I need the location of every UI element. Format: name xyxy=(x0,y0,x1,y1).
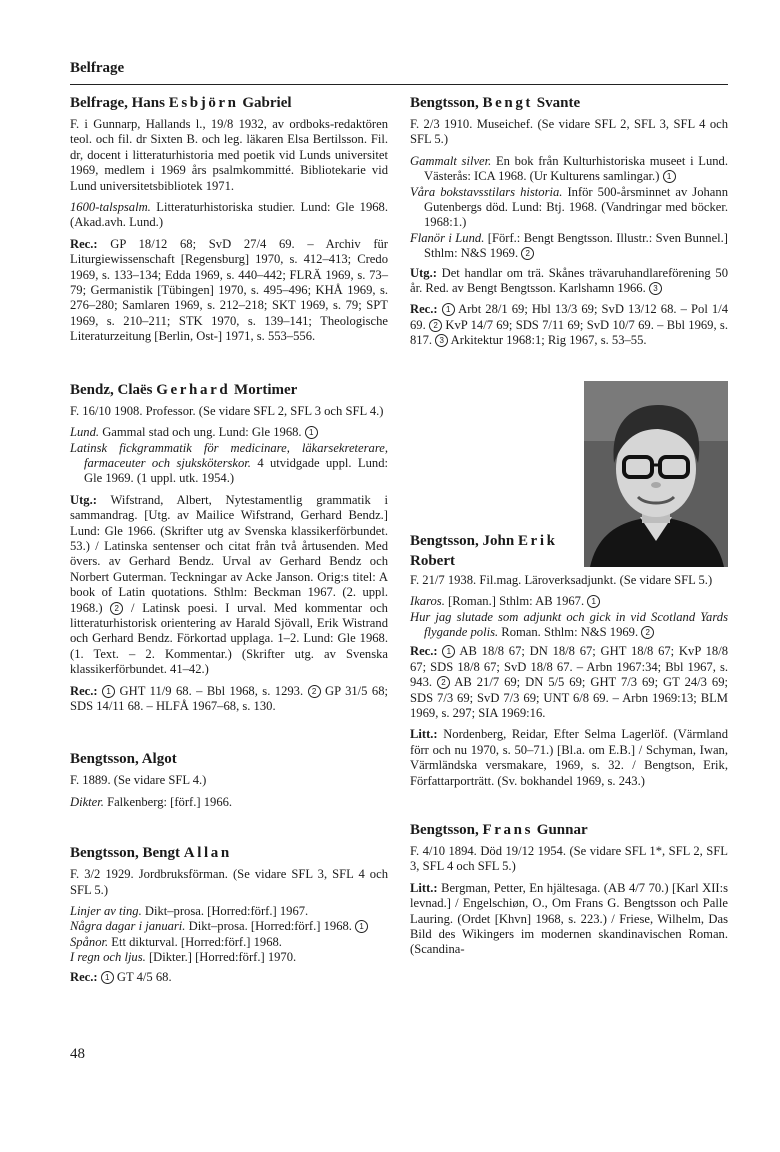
entry-bio: F. 3/2 1929. Jordbruksförman. (Se vidare SFL 3, SFL 4 och SFL 5.) xyxy=(70,867,388,897)
edition-mark: 1 xyxy=(101,971,114,984)
work-item: Spånor. Ett dikturval. [Horred:förf.] 1968. xyxy=(70,934,282,949)
work-item: Latinsk fickgrammatik för medicinare, läkarsekreterare, farmaceuter och sjuksköterskor. 4 utvidgade uppl. Lund: Gle 1969. (1 uppl. utk. 1954.) xyxy=(70,440,388,486)
work-item: Gammalt silver. En bok från Kulturhistoriska museet i Lund. Västerås: ICA 1968. (Ur Kulturens samlingar.) 1 xyxy=(410,153,728,184)
edition-mark: 1 xyxy=(442,303,455,316)
review-list: Rec.: 1 Arbt 28/1 69; Hbl 13/3 69; SvD 13/12 68. – Pol 1/4 69. 2 KvP 14/7 69; SDS 7/11 69; SvD 10/7 69. – Bbl 1969, s. 817. 3 Arkitektur 1968:1; Rig 1967, s. 53–55. xyxy=(410,302,728,348)
entry-heading: Bengtsson, John Erik Robert xyxy=(410,532,558,569)
entry-bio: F. 21/7 1938. Fil.mag. Läroverksadjunkt. (Se vidare SFL 5.) xyxy=(410,572,713,587)
entry-heading: Bengtsson, Bengt Svante xyxy=(410,95,581,111)
entry-bio: F. 2/3 1910. Museichef. (Se vidare SFL 2, SFL 3, SFL 4 och SFL 5.) xyxy=(410,117,728,147)
edition-mark: 1 xyxy=(355,920,368,933)
work-item: Flanör i Lund. [Förf.: Bengt Bengtsson. Illustr.: Sven Bunnel.] Sthlm: N&S 1969. 2 xyxy=(410,230,729,261)
edition-mark: 2 xyxy=(521,247,534,260)
entry-allan xyxy=(70,844,388,985)
entry-heading: Belfrage, Hans Esbjörn Gabriel xyxy=(70,95,292,111)
review-list: Rec.: 1 GHT 11/9 68. – Bbl 1968, s. 1293. 2 GP 31/5 68; SDS 14/11 68. – HLFÅ 1967–68, s. 130. xyxy=(70,683,389,713)
edited-works: Utg.: Det handlar om trä. Skånes trävaruhandlareförening 50 år. Red. av Bengt Bengtsson. Karlshamn 1966. 3 xyxy=(410,265,728,296)
entry-bio: F. 1889. (Se vidare SFL 4.) xyxy=(70,773,207,788)
edition-mark: 2 xyxy=(429,319,442,332)
entry-heading: Bengtsson, Algot xyxy=(70,751,177,768)
work-item: Hur jag slutade som adjunkt och gick in vid Scotland Yards flygande polis. Roman. Sthlm: N&S 1969. 2 xyxy=(410,609,728,639)
edition-mark: 1 xyxy=(442,645,455,658)
review-list: Rec.: GP 18/12 68; SvD 27/4 69. – Archiv für Liturgiewissenschaft [Regensburg] 1970, s. 412–413; Credo 1969, s. 133–134; Edda 1969, s. 440–442; FLRÄ 1969, s. 73–79; Germanistik [Tübingen] 1970, s. 495–496; KHÅ 1969, s. 276–280; Samlaren 1969, s. 212–218; SKT 1969, s. 79; SPT 1969, s. 210–211; STK 1970, s. 139–141; Theologische Literaturzeitung [Berlin, Ost-] 1971, s. 553–556. xyxy=(70,236,388,344)
portrait-photo xyxy=(584,381,728,567)
work-item: Våra bokstavsstilars historia. Inför 500-årsminnet av Johann Gutenbergs död. Lund: Btj. 1968. (Vandringar med böcker. 1968:1.) xyxy=(410,184,728,230)
page-number: 48 xyxy=(70,1046,85,1062)
edition-mark: 2 xyxy=(437,676,450,689)
entry-svante xyxy=(410,94,728,349)
work-item: Lund. Gammal stad och ung. Lund: Gle 1968. 1 xyxy=(70,425,388,440)
review-list: Rec.: 1 AB 18/8 67; DN 18/8 67; GHT 18/8 67; KvP 18/8 67; SDS 18/8 67; SvD 18/8 67. – Arbn 1967:34; Bbl 1967, s. 943. 2 AB 21/7 69; DN 5/5 69; GHT 7/3 69; GT 24/3 69; SDS 7/3 69; SvD 7/3 69; UNT 6/8 69. – Arbn 1969:13; BLM 1969, s. 297; SIA 1969:16. xyxy=(410,644,728,720)
edition-mark: 1 xyxy=(305,426,318,439)
entry-heading: Bengtsson, Bengt Allan xyxy=(70,845,232,862)
work-item: Linjer av ting. Dikt–prosa. [Horred:förf.] 1967. xyxy=(70,904,309,919)
edition-mark: 3 xyxy=(435,334,448,347)
edition-mark: 1 xyxy=(102,685,115,698)
header-rule xyxy=(70,84,728,85)
entry-john-erik xyxy=(410,381,728,789)
entry-frans xyxy=(410,821,728,958)
literature-list: Litt.: Bergman, Petter, En hjältesaga. (AB 4/7 70.) [Karl XII:s levnad.] / Engelschiøn, O., Om Frans G. Bengtsson och Palle Lauring. (Ordet [Khvn] 1968, s. 223.) / Friese, Wilhelm, Das Bild des Wikingers im modernen skandinavischen Roman. (Scandina- xyxy=(410,880,728,957)
edition-mark: 3 xyxy=(649,282,662,295)
entry-bio: F. i Gunnarp, Hallands l., 19/8 1932, av ordboks-redaktören teol. och fil. dr Sixten B. och leg. läkaren Elsa Bertilsson. Fil. dr, docent i litteraturhistoria med poetik vid Lunds universitet 1969, medlem i 1969 års psalmkommitté. Bibliotekarie vid Lund universitetsbibliotek 1971. xyxy=(70,117,388,193)
entry-heading: Bengtsson, Frans Gunnar xyxy=(410,821,588,838)
entry-belfrage xyxy=(70,94,388,345)
edition-mark: 2 xyxy=(308,685,321,698)
work-item: Dikter. Falkenberg: [förf.] 1966. xyxy=(70,794,233,809)
entry-bio: F. 4/10 1894. Död 19/12 1954. (Se vidare SFL 1*, SFL 2, SFL 3, SFL 4 och SFL 5.) xyxy=(410,843,728,874)
running-head: Belfrage xyxy=(70,60,125,76)
work-item: I regn och ljus. [Dikter.] [Horred:förf.] 1970. xyxy=(70,950,297,965)
work-item: Ikaros. [Roman.] Sthlm: AB 1967. 1 xyxy=(410,594,728,609)
edition-mark: 2 xyxy=(641,626,654,639)
work-item: 1600-talspsalm. Litteraturhistoriska studier. Lund: Gle 1968. (Akad.avh. Lund.) xyxy=(70,200,388,230)
entry-bendz xyxy=(70,381,388,715)
right-column xyxy=(410,94,728,994)
entry-heading: Bendz, Claës Gerhard Mortimer xyxy=(70,381,298,398)
portrait-photo-icon xyxy=(584,381,728,567)
left-column xyxy=(70,94,388,1021)
edition-mark: 1 xyxy=(663,170,676,183)
review-list: Rec.: 1 GT 4/5 68. xyxy=(70,969,172,984)
literature-list: Litt.: Nordenberg, Reidar, Efter Selma Lagerlöf. (Värmland förr och nu 1970, s. 50–71.) [Bl.a. om E.B.] / Schyman, Iwan, Värmländska versmakare, 1969, s. 32. / Bengtson, Erik, Författarporträtt. (Sv. bokhandel 1969, s. 243.) xyxy=(410,727,728,788)
portrait-block xyxy=(410,381,728,567)
edited-works: Utg.: Wifstrand, Albert, Nytestamentlig grammatik i sammandrag. [Utg. av Mailice Wifstrand, Gerhard Bendz.] Lund: Gle 1966. (Skrifter utg av Svenska klassikerförbundet. 53.) / Latinska sentenser och citat från två årtusenden. Med övers. av Gerhard Bendz. Urval av Gerhard Bendz och Norbert Guterman. Teckningar av Acke Janson. Orig:s titel: A book of Latin quotations. Sthlm: Beckman 1967. (2. uppl. 1968.) 2 / Latinsk poesi. I urval. Med kommentar och litteraturhistorisk orientering av Harald Sjövall, Erik Wistrand och Gerhard Bendz. Förkortad upplaga. 1–2. Lund: Gle 1968. (1. Text. – 2. Kommentar.) (Skrifter utg. av Svenska klassikerförbundet. 41–42.) xyxy=(70,492,388,677)
edition-mark: 2 xyxy=(110,602,123,615)
edition-mark: 1 xyxy=(587,595,600,608)
work-item: Några dagar i januari. Dikt–prosa. [Horred:förf.] 1968. 1 xyxy=(70,919,388,934)
entry-algot xyxy=(70,750,388,810)
entry-bio: F. 16/10 1908. Professor. (Se vidare SFL 2, SFL 3 och SFL 4.) xyxy=(70,403,384,418)
